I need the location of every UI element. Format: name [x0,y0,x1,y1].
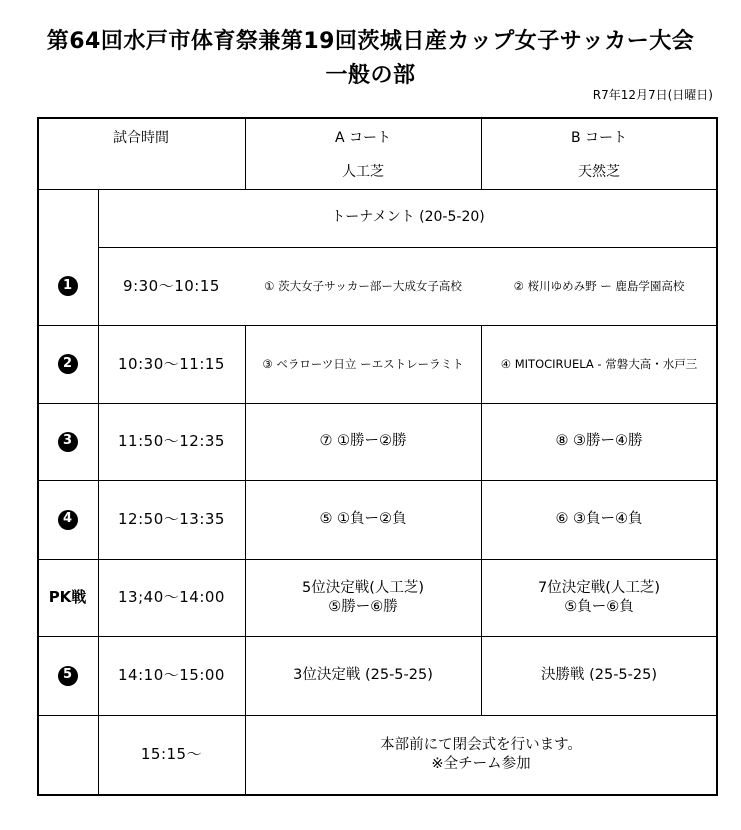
event-date: R7年12月7日(日曜日) [592,88,713,102]
pk-label: PK戦 [48,588,87,607]
match-time: 10:30〜11:15 [118,354,225,373]
match-line: ⑤勝ー⑥勝 [328,598,398,615]
match-number-5: 5 [37,636,98,715]
match-number-1: 1 [37,247,98,325]
time-column-header: 試合時間 [113,130,169,147]
match-line: 5位決定戦(人工芝) [301,580,425,597]
tournament-label: トーナメント (20-5-20) [331,209,485,226]
court-b-header: B コート [570,130,628,147]
match-number-3: 3 [37,403,98,480]
court-b-match: 決勝戦 (25-5-25) [540,667,657,684]
court-b-match [481,559,717,636]
table-border-top [37,117,718,119]
match-time: 9:30〜10:15 [123,276,220,295]
table-border-bottom [37,794,718,796]
court-a-match: ① 茨大女子サッカー部ー大成女子高校 [264,278,462,293]
match-number-2: 2 [37,325,98,403]
court-b-surface: 天然芝 [578,164,620,181]
court-a-surface: 人工芝 [342,164,384,181]
closing-time: 15:15〜 [140,745,203,764]
match-time: 13;40〜14:00 [118,588,225,607]
court-b-match: ⑥ ③負ー④負 [555,511,643,528]
closing-ceremony-note [245,715,717,794]
page-title: 第64回水戸市体育祭兼第19回茨城日産カップ女子サッカー大会 [46,29,695,54]
closing-line: 本部前にて閉会式を行います。 [380,737,582,754]
court-a-match: ⑦ ①勝ー②勝 [319,433,407,450]
match-time: 11:50〜12:35 [118,432,225,451]
match-line: 7位決定戦(人工芝) [537,580,661,597]
page-subtitle: 一般の部 [325,63,416,88]
closing-line: ※全チーム参加 [431,755,531,772]
court-a-match: 3位決定戦 (25-5-25) [293,667,433,684]
court-b-match: ② 桜川ゆめみ野 ー 鹿島学園高校 [513,278,685,293]
schedule-table [37,117,718,796]
court-a-match: ③ ベラローツ日立 ーエストレーラミト [262,356,464,371]
match-line: ⑤負ー⑥負 [564,598,634,615]
match-time: 14:10〜15:00 [118,666,225,685]
match-time: 12:50〜13:35 [118,510,225,529]
court-a-match: ⑤ ①負ー②負 [319,511,407,528]
court-b-match: ⑧ ③勝ー④勝 [555,433,643,450]
court-a-match [245,559,481,636]
court-b-match: ④ MITOCIRUELA - 常磐大高・水戸三 [500,356,698,371]
match-number-4: 4 [37,480,98,559]
court-a-header: A コート [334,130,392,147]
